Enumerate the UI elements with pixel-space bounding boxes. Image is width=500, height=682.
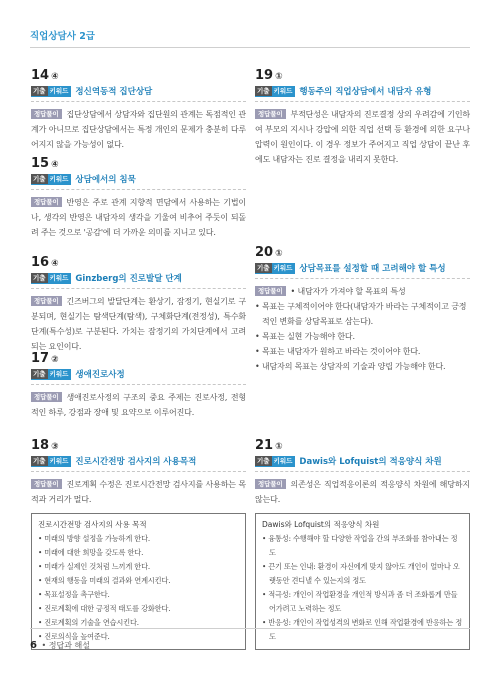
list-item: • 반응성: 개인이 작업성격의 변화로 인해 작업환경에 반응하는 정도 <box>262 618 463 641</box>
list-item: • 목표설정을 촉구한다. <box>38 590 110 599</box>
question-number: 20 <box>255 245 274 260</box>
solution-text: 긴즈버그의 발달단계는 환상기, 잠정기, 현실기로 구분되며, 현실기는 탐색단계(탐색), 구체화단계(전정성), 특수화단계(특수성)로 구분된다. 가치는 잠정기의 가치단계에서 고려되는 요인이다. <box>31 297 246 351</box>
list-item: • 현재의 행동을 미래의 결과와 연계시킨다. <box>38 576 171 585</box>
keyword-title: Ginzberg의 진로발달 단계 <box>75 274 182 284</box>
answer-mark: ④ <box>51 259 59 269</box>
keyword-title: 진로시간전망 검사지의 사용목적 <box>75 457 197 467</box>
question-14 <box>31 68 246 152</box>
divider <box>31 384 246 385</box>
solution-badge: 정답풀이 <box>31 296 62 306</box>
divider <box>255 471 470 472</box>
divider <box>255 101 470 102</box>
answer-mark: ② <box>51 355 59 365</box>
question-number: 17 <box>31 351 50 366</box>
divider <box>31 471 246 472</box>
solution-text: 진로계획 수정은 진로시간전망 검사지를 사용하는 목적과 거리가 멀다. <box>31 480 246 504</box>
question-16 <box>31 255 246 354</box>
list-item: • 진로계획에 대한 긍정적 태도를 강화한다. <box>38 604 171 613</box>
list-item: • 진로계획의 기술을 연습시킨다. <box>38 618 139 627</box>
question-number: 16 <box>31 255 50 270</box>
answer-mark: ① <box>275 442 283 452</box>
solution-badge: 정답풀이 <box>255 109 286 119</box>
question-20 <box>255 245 470 374</box>
info-box-title: Dawis와 Lofquist의 적응양식 차원 <box>262 520 380 529</box>
keyword-title: 상담에서의 침묵 <box>75 175 136 185</box>
list-item: • 끈기 또는 인내: 환경이 자신에게 맞지 않아도 개인이 얼마나 오랫동안 견디낼 수 있는지의 정도 <box>262 562 460 585</box>
list-item: • 진로의식을 높여준다. <box>38 632 110 641</box>
divider <box>255 278 470 279</box>
footer-divider <box>30 628 470 629</box>
answer-mark: ④ <box>51 160 59 170</box>
question-18 <box>31 438 246 650</box>
question-number: 21 <box>255 438 274 453</box>
question-number: 19 <box>255 68 274 83</box>
solution-badge: 정답풀이 <box>255 479 286 489</box>
divider <box>31 101 246 102</box>
footer-section: 정답과 해설 <box>48 641 90 650</box>
keyword-tag: 기출 키워드 <box>255 263 295 274</box>
question-number: 18 <box>31 438 50 453</box>
solution-badge: 정답풀이 <box>31 392 62 402</box>
keyword-tag: 기출 키워드 <box>31 86 71 97</box>
keyword-tag: 기출 키워드 <box>31 174 71 185</box>
keyword-title: 상담목표를 설정할 때 고려해야 할 특성 <box>299 264 446 274</box>
solution-text: • 내담자가 가져야 할 목표의 특성 <box>290 287 406 296</box>
list-item: • 미래에 대한 희망을 갖도록 한다. <box>38 548 144 557</box>
list-item: • 목표는 내담자가 원하고 바라는 것이어야 한다. <box>255 347 421 356</box>
question-21 <box>255 438 470 650</box>
info-box-title: 진로시간전망 검사지의 사용 목적 <box>38 520 147 529</box>
list-item: • 목표는 실현 가능해야 한다. <box>255 332 355 341</box>
question-15 <box>31 156 246 240</box>
info-box <box>255 513 470 650</box>
list-item: • 목표는 구체적이어야 한다(내담자가 바라는 구체적이고 긍정적인 변화를 상담목표로 삼는다). <box>255 302 467 326</box>
header-divider <box>30 47 470 48</box>
question-17 <box>31 351 246 420</box>
divider <box>31 189 246 190</box>
header-title: 직업상담사 2급 <box>30 31 95 42</box>
keyword-title: 행동주의 직업상담에서 내담자 유형 <box>299 87 432 97</box>
info-box <box>31 513 246 650</box>
page-number: 6 <box>30 640 37 651</box>
answer-mark: ④ <box>51 72 59 82</box>
keyword-tag: 기출 키워드 <box>255 86 295 97</box>
answer-mark: ③ <box>51 442 59 452</box>
solution-text: 집단상담에서 상담자와 집단원의 관계는 독점적인 관계가 아니므로 집단상담에서는 특정 개인의 문제가 충분히 다루어지지 않을 가능성이 없다. <box>31 110 246 149</box>
keyword-tag: 기출 키워드 <box>31 456 71 467</box>
solution-text: 생애진로사정의 구조의 중요 주제는 진로사정, 전형적인 하루, 강점과 장애 및 요약으로 이루어진다. <box>31 393 246 417</box>
solution-badge: 정답풀이 <box>31 479 62 489</box>
solution-badge: 정답풀이 <box>31 197 62 207</box>
keyword-tag: 기출 키워드 <box>255 456 295 467</box>
list-item: • 적극성: 개인이 작업환경을 개인적 방식과 좀 더 조화롭게 만들어가려고 노력하는 정도 <box>262 590 458 613</box>
answer-mark: ① <box>275 249 283 259</box>
solution-text: 부적단성은 내담자의 진로결정 상의 우려감에 기인하여 부모의 지시나 강압에 의한 직업 선택 등 환경에 의한 요구나 압력이 원인이다. 이 경우 정보가 주어지고 직업 상담이 끝난 후에도 내담자는 진로 결정을 내리지 못한다. <box>255 110 470 164</box>
list-item: • 내담자의 목표는 상담자의 기술과 양립 가능해야 한다. <box>255 362 446 371</box>
answer-mark: ① <box>275 72 283 82</box>
solution-text: 의존성은 직업적응이론의 적응양식 차원에 해당하지 않는다. <box>255 480 470 504</box>
question-19 <box>255 68 470 167</box>
keyword-tag: 기출 키워드 <box>31 273 71 284</box>
list-item: • 미래가 실제인 것처럼 느끼게 한다. <box>38 562 151 571</box>
solution-text: 반영은 주로 관계 지향적 면담에서 사용하는 기법이나, 생각의 반영은 내담자의 생각을 기울여 비추어 주듯이 되돌려 주는 것으로 '공감'에 더 가까운 의미를 지니고 있다. <box>31 198 246 237</box>
solution-badge: 정답풀이 <box>255 286 286 296</box>
divider <box>31 288 246 289</box>
list-item: • 융통성: 수행해야 할 다양한 작업을 간의 부조화를 참아내는 정도 <box>262 534 458 557</box>
question-number: 14 <box>31 68 50 83</box>
keyword-title: Dawis와 Lofquist의 적응양식 차원 <box>299 457 442 467</box>
question-number: 15 <box>31 156 50 171</box>
keyword-title: 생애진로사정 <box>75 370 125 380</box>
list-item: • 미래의 방향 설정을 가능하게 한다. <box>38 534 151 543</box>
solution-badge: 정답풀이 <box>31 109 62 119</box>
keyword-tag: 기출 키워드 <box>31 369 71 380</box>
keyword-title: 정신역동적 집단상담 <box>75 87 153 97</box>
